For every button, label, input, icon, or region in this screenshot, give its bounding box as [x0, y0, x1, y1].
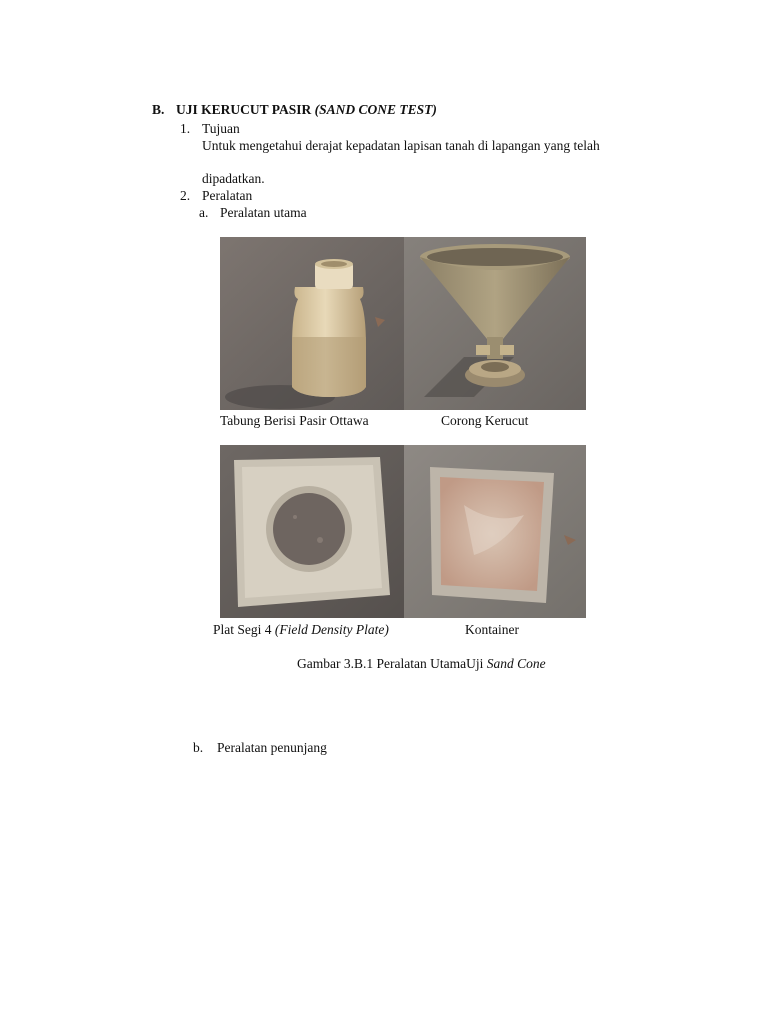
plate-photo: [220, 445, 404, 618]
section-title-italic: (SAND CONE TEST): [314, 102, 437, 117]
plate-caption-italic: (Field Density Plate): [274, 622, 389, 637]
bottle-caption: Tabung Berisi Pasir Ottawa: [220, 413, 369, 428]
section-letter: B.: [152, 102, 165, 117]
plate-caption-text: Plat Segi 4: [213, 622, 272, 637]
section-title: [176, 102, 437, 118]
item-b-letter: b.: [193, 740, 204, 755]
item-1-label: Tujuan: [202, 121, 240, 136]
figure-caption-italic: Sand Cone: [486, 656, 546, 671]
container-caption: Kontainer: [465, 622, 519, 637]
bottle-photo: [220, 237, 404, 410]
figure-caption-text: Gambar 3.B.1 Peralatan UtamaUji: [297, 656, 484, 671]
item-1-number: 1.: [180, 121, 191, 136]
plate-caption: [213, 622, 389, 638]
item-1-text-line2: dipadatkan.: [202, 171, 265, 186]
item-b-label: Peralatan penunjang: [217, 740, 327, 755]
section-title-text: UJI KERUCUT PASIR: [176, 102, 312, 117]
item-1-text-line1: Untuk mengetahui derajat kepadatan lapisan tanah di lapangan yang telah: [202, 138, 600, 153]
item-a-letter: a.: [199, 205, 209, 220]
figure-caption: [297, 656, 546, 672]
container-photo: [404, 445, 586, 618]
item-a-label: Peralatan utama: [220, 205, 307, 220]
item-2-number: 2.: [180, 188, 191, 203]
cone-photo: [404, 237, 586, 410]
cone-caption: Corong Kerucut: [441, 413, 529, 428]
item-2-label: Peralatan: [202, 188, 253, 203]
